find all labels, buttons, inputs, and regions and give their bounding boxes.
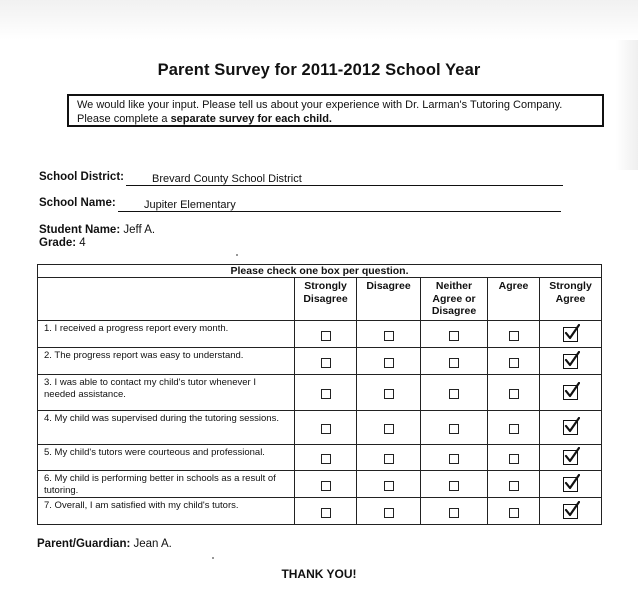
answer-cell-strongly-disagree [295,471,357,498]
checkbox[interactable] [384,389,394,399]
answer-cell-disagree [357,471,421,498]
table-row [38,445,602,471]
thank-you-text: THANK YOU! [281,567,357,581]
column-header-disagree [357,278,421,321]
parent-guardian-label: Parent/Guardian: [37,538,131,550]
column-header-line: Disagree [303,292,348,305]
answer-cell-strongly-agree [540,321,602,348]
scan-speck [212,557,214,559]
checkbox[interactable] [449,424,459,434]
checkbox[interactable] [384,331,394,341]
checkbox[interactable] [449,389,459,399]
school-district-label [39,171,124,183]
answer-cell-strongly-disagree [295,348,357,375]
checked-checkbox[interactable] [563,354,578,369]
student-name-label: Student Name: [39,224,121,236]
table-row [38,471,602,498]
table-banner: Please check one box per question. [38,265,602,278]
answer-cell-strongly-agree [540,348,602,375]
checkbox[interactable] [321,358,331,368]
scan-speck [236,254,238,256]
column-header-strongly-agree [540,278,602,321]
checked-checkbox[interactable] [563,504,578,519]
answer-cell-agree [488,445,540,471]
answer-cell-agree [488,471,540,498]
checkbox[interactable] [509,454,519,464]
column-header-neither [421,278,488,321]
checkbox[interactable] [321,389,331,399]
checkbox[interactable] [449,481,459,491]
answer-cell-strongly-disagree [295,375,357,411]
checkbox[interactable] [449,454,459,464]
table-row [38,498,602,525]
column-header-strongly-disagree [295,278,357,321]
parent-guardian-value[interactable]: Jean A. [133,538,172,550]
answer-cell-strongly-disagree [295,445,357,471]
answer-cell-agree [488,348,540,375]
scan-shadow-top [0,0,638,40]
table-row [38,321,602,348]
column-header-agree [488,278,540,321]
answer-cell-neither [421,411,488,445]
intro-box [67,94,604,127]
checkbox[interactable] [509,358,519,368]
answer-cell-disagree [357,411,421,445]
question-text: 4. My child was supervised during the tutoring sessions. [38,411,295,445]
intro-line-2 [77,112,594,126]
question-text: 2. The progress report was easy to understand. [38,348,295,375]
answer-cell-disagree [357,445,421,471]
school-district-label-text: School District: [39,171,124,183]
checkbox[interactable] [384,481,394,491]
column-header-line: Agree or [432,292,476,305]
survey-table [37,264,602,525]
question-text: 6. My child is performing better in schools as a result of tutoring. [38,471,295,498]
grade-label: Grade: [39,237,77,249]
column-header-line: Disagree [366,280,411,292]
answer-cell-disagree [357,348,421,375]
checkbox[interactable] [509,424,519,434]
answer-cell-strongly-disagree [295,411,357,445]
scan-shadow-right [616,40,638,170]
answer-cell-agree [488,411,540,445]
survey-body [38,321,602,525]
checked-checkbox[interactable] [563,420,578,435]
intro-line-2-bold: separate survey for each child. [170,113,332,125]
page-title: Parent Survey for 2011-2012 School Year [157,61,481,79]
column-header-line: Strongly [549,280,592,292]
column-header-line: Agree [498,280,529,292]
checkbox[interactable] [321,331,331,341]
school-district-field[interactable]: Brevard County School District [126,172,563,186]
answer-cell-neither [421,375,488,411]
answer-cell-disagree [357,498,421,525]
answer-cell-disagree [357,375,421,411]
intro-line-1: We would like your input. Please tell us about your experience with Dr. Larman's Tutoring Company. [77,99,563,111]
answer-cell-strongly-agree [540,445,602,471]
student-name-value[interactable]: Jeff A. [123,224,156,236]
answer-cell-strongly-agree [540,375,602,411]
answer-cell-strongly-agree [540,498,602,525]
checkbox[interactable] [321,481,331,491]
intro-line-2-prefix: Please complete a [77,113,171,125]
student-name-row [39,224,155,236]
answer-cell-neither [421,498,488,525]
table-row [38,348,602,375]
checkbox[interactable] [384,424,394,434]
column-header-line: Strongly [304,280,347,292]
answer-cell-disagree [357,321,421,348]
checkbox[interactable] [509,331,519,341]
answer-cell-agree [488,498,540,525]
grade-row [39,237,86,249]
question-text: 5. My child's tutors were courteous and professional. [38,445,295,471]
answer-cell-agree [488,375,540,411]
grade-value[interactable]: 4 [79,237,86,249]
answer-cell-neither [421,445,488,471]
checkbox[interactable] [321,454,331,464]
question-text: 3. I was able to contact my child's tutor whenever I needed assistance. [38,375,295,411]
column-header-line: Agree [555,292,586,305]
column-header-line: Neither [435,280,473,292]
checkbox[interactable] [449,331,459,341]
checkbox[interactable] [509,481,519,491]
checkbox[interactable] [321,424,331,434]
table-header-row [38,278,602,321]
checkbox[interactable] [384,454,394,464]
answer-cell-neither [421,348,488,375]
question-text: 1. I received a progress report every month. [38,321,295,348]
column-header-line: Disagree [431,305,477,317]
answer-cell-strongly-disagree [295,321,357,348]
checkbox[interactable] [509,389,519,399]
answer-cell-strongly-disagree [295,498,357,525]
checkbox[interactable] [384,358,394,368]
answer-cell-strongly-agree [540,411,602,445]
checked-checkbox[interactable] [563,477,578,492]
school-name-field[interactable]: Jupiter Elementary [118,198,561,212]
school-name-label [39,197,116,209]
school-name-label-text: School Name: [39,197,116,209]
answer-cell-strongly-agree [540,471,602,498]
checkbox[interactable] [449,358,459,368]
table-row [38,375,602,411]
checked-checkbox[interactable] [563,385,578,400]
table-row [38,411,602,445]
checkbox[interactable] [384,508,394,518]
question-column-header [38,278,295,321]
checkbox[interactable] [321,508,331,518]
answer-cell-neither [421,321,488,348]
answer-cell-agree [488,321,540,348]
checked-checkbox[interactable] [563,450,578,465]
checkbox[interactable] [509,508,519,518]
checkbox[interactable] [449,508,459,518]
answer-cell-neither [421,471,488,498]
parent-guardian-row [37,538,172,550]
question-text: 7. Overall, I am satisfied with my child's tutors. [38,498,295,525]
checked-checkbox[interactable] [563,327,578,342]
